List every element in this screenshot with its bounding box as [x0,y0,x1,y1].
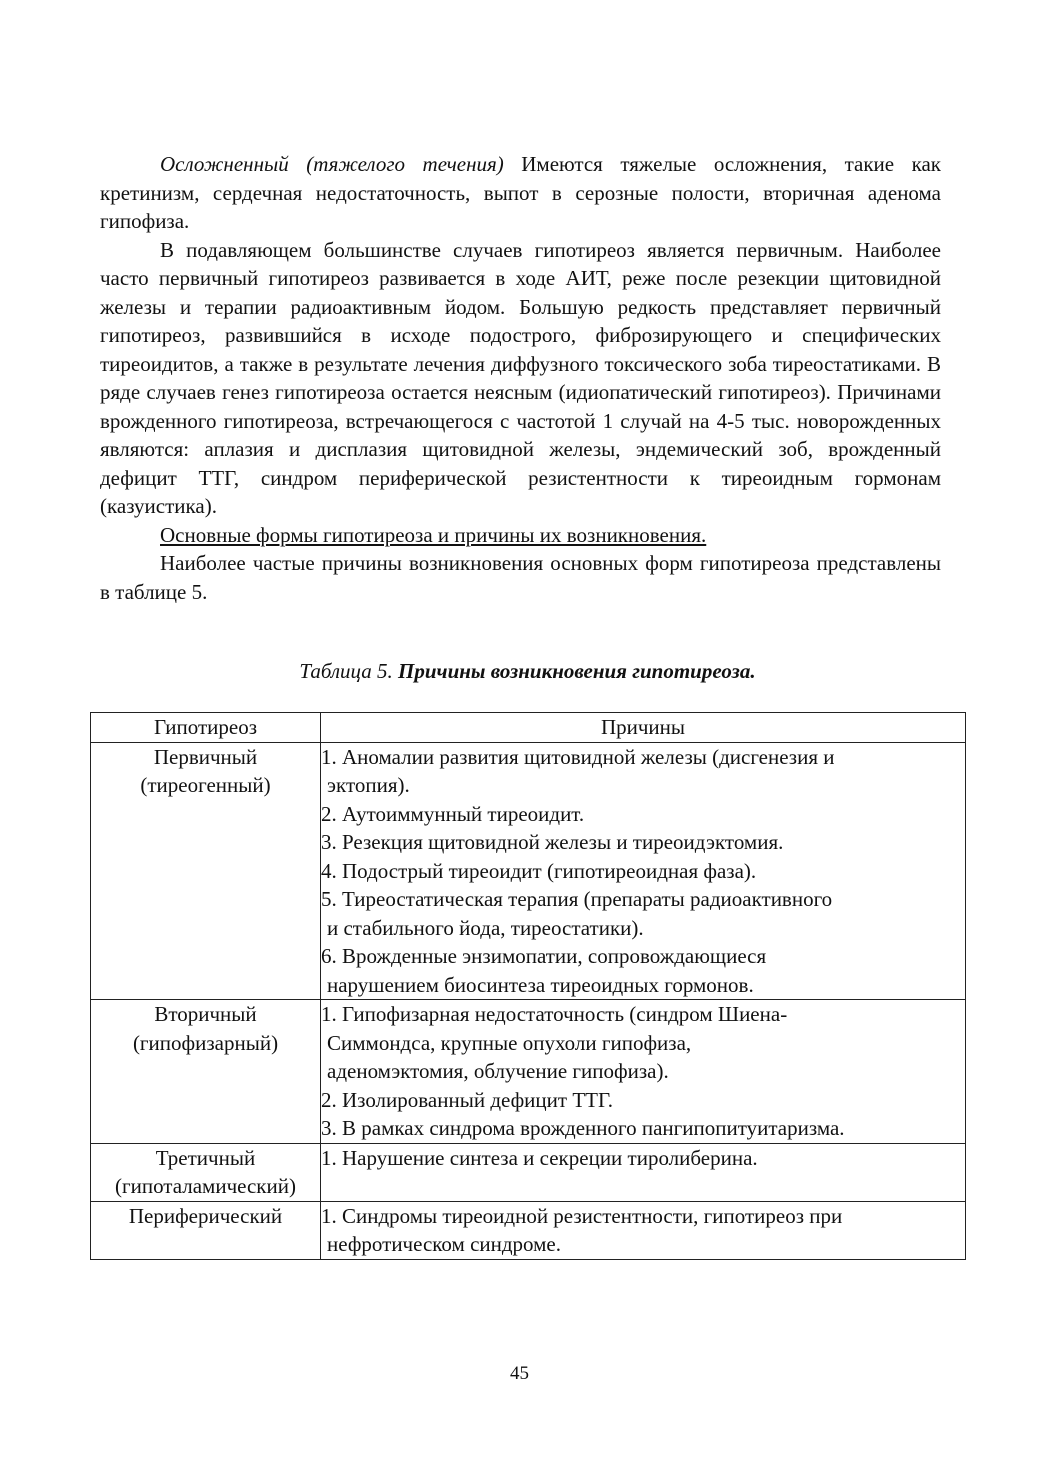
complicated-form-description: Имеются тяжелые осложнения, такие как кретинизм, сердечная недостаточность, выпот в серозные полости, вторичная аденома гипофиза. [100,152,941,233]
cause-line: 2. Аутоиммунный тиреоидит. [321,801,585,826]
cause-line-continued: Симмондса, крупные опухоли гипофиза, [327,1030,692,1055]
cause-line: 2. Изолированный дефицит ТТГ. [321,1087,614,1112]
cause-line-continued: нарушением биосинтеза тиреоидных гормонов. [327,972,754,997]
hypothyroidism-causes-table [90,712,966,1260]
causes-cell [321,1201,966,1259]
type-cell [91,1201,321,1259]
cause-line: 3. В рамках синдрома врожденного пангипопитуитаризма. [321,1116,845,1140]
cause-line: 3. Резекция щитовидной железы и тиреоидэктомия. [321,830,784,854]
table-row [91,1201,966,1259]
cause-line-continued: эктопия). [327,773,410,797]
header-causes: Причины [321,713,966,743]
type-qualifier: (тиреогенный) [140,773,271,797]
causes-cell [321,742,966,1000]
type-cell [91,1143,321,1201]
type-name: Третичный [155,1145,256,1170]
table-row [91,742,966,1000]
paragraph-complicated-form [100,150,941,236]
table-caption-title: Причины возникновения гипотиреоза. [398,659,756,683]
cause-item [321,800,965,829]
table-caption [90,657,965,686]
header-hypothyroidism: Гипотиреоз [91,713,321,743]
cause-line: 6. Врожденные энзимопатии, сопровождающиеся [321,944,767,968]
cause-line: 1. Гипофизарная недостаточность (синдром Шиена- [321,1002,788,1026]
cause-line: 1. Нарушение синтеза и секреции тиролиберина. [321,1145,758,1170]
cause-item [321,942,965,999]
cause-item [321,885,965,942]
table-header-row [91,713,966,743]
page-body [100,150,941,606]
cause-item [321,857,965,886]
type-cell [91,742,321,1000]
cause-line: 5. Тиреостатическая терапия (препараты радиоактивного [321,887,833,911]
page-number: 45 [510,1363,529,1384]
cause-line: 1. Синдромы тиреоидной резистентности, гипотиреоз при [321,1203,843,1228]
cause-line-continued: и стабильного йода, тиреостатики). [327,915,644,940]
paragraph-primary-hypothyroidism: В подавляющем большинстве случаев гипотиреоз является первичным. Наиболее часто первичный гипотиреоз развивается в ходе АИТ, реже после резекции щитовидной железы и терапии радиоактивным йодом. Большую редкость представляет первичный гипотиреоз, развившийся в исходе подострого, фиброзирующего и специфических тиреоидитов, а также в результате лечения диффузного токсического зоба тиреостатиками. В ряде случаев генез гипотиреоза остается неясным (идиопатический гипотиреоз). Причинами врожденного гипотиреоза, встречающегося с частотой 1 случай на 4-5 тыс. новорожденных являются: аплазия и дисплазия щитовидной железы, эндемический зоб, врожденный дефицит ТТГ, синдром периферической резистентности к тиреоидным гормонам (казуистика). [100,237,941,518]
cause-item [321,1202,965,1259]
table-row [91,1000,966,1144]
type-name: Периферический [128,1203,283,1228]
cause-item [321,1114,965,1143]
cause-item [321,1086,965,1115]
cause-item [321,1144,965,1173]
cause-line-continued: аденомэктомия, облучение гипофиза). [327,1059,669,1083]
cause-item [321,828,965,857]
cause-item [321,743,965,800]
type-qualifier: (гипофизарный) [132,1030,279,1055]
causes-cell [321,1000,966,1144]
section-heading: Основные формы гипотиреоза и причины их возникновения. [160,522,707,547]
causes-cell [321,1143,966,1201]
cause-line: 4. Подострый тиреоидит (гипотиреоидная фаза). [321,858,757,883]
table-row [91,1143,966,1201]
cause-line-continued: нефротическом синдроме. [327,1232,562,1256]
type-name: Вторичный [154,1002,257,1026]
cause-item [321,1000,965,1086]
paragraph-table-reference: Наиболее частые причины возникновения основных форм гипотиреоза представлены в таблице 5. [100,551,941,604]
type-qualifier: (гипоталамический) [115,1174,296,1198]
cause-line: 1. Аномалии развития щитовидной железы (дисгенезия и [321,744,835,769]
complicated-form-term: Осложненный (тяжелого течения) [160,152,504,176]
type-cell [91,1000,321,1144]
table-caption-prefix: Таблица 5. [299,659,399,683]
type-name: Первичный [153,744,258,769]
